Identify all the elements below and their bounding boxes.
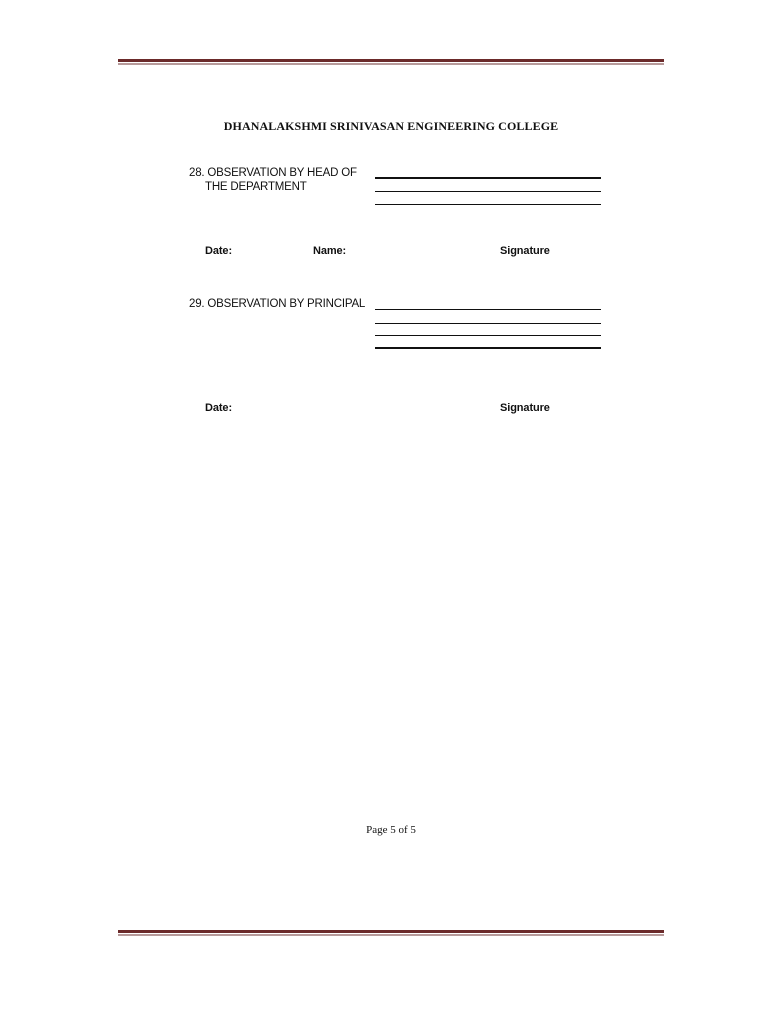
principal-date-label: Date: — [205, 402, 233, 414]
top-border-rule — [118, 59, 664, 65]
hod-date-label: Date: — [205, 245, 233, 257]
section-28-heading-line1: 28. OBSERVATION BY HEAD OF — [189, 167, 357, 179]
principal-signature-label: Signature — [500, 402, 550, 414]
hod-observation-line-2 — [375, 191, 601, 192]
section-29-heading: 29. OBSERVATION BY PRINCIPAL — [189, 298, 366, 310]
hod-observation-line-1 — [375, 177, 601, 179]
page-number: Page 5 of 5 — [366, 824, 416, 836]
hod-signature-label: Signature — [500, 245, 550, 257]
principal-observation-line-3 — [375, 335, 601, 336]
hod-name-label: Name: — [313, 245, 347, 257]
college-name: DHANALAKSHMI SRINIVASAN ENGINEERING COLLEGE — [223, 119, 559, 133]
section-28-heading — [189, 166, 357, 194]
principal-observation-line-4 — [375, 347, 601, 349]
hod-observation-line-3 — [375, 204, 601, 205]
principal-observation-line-2 — [375, 323, 601, 324]
principal-observation-line-1 — [375, 309, 601, 310]
bottom-border-rule — [118, 930, 664, 936]
section-28-heading-line2: THE DEPARTMENT — [205, 181, 307, 193]
